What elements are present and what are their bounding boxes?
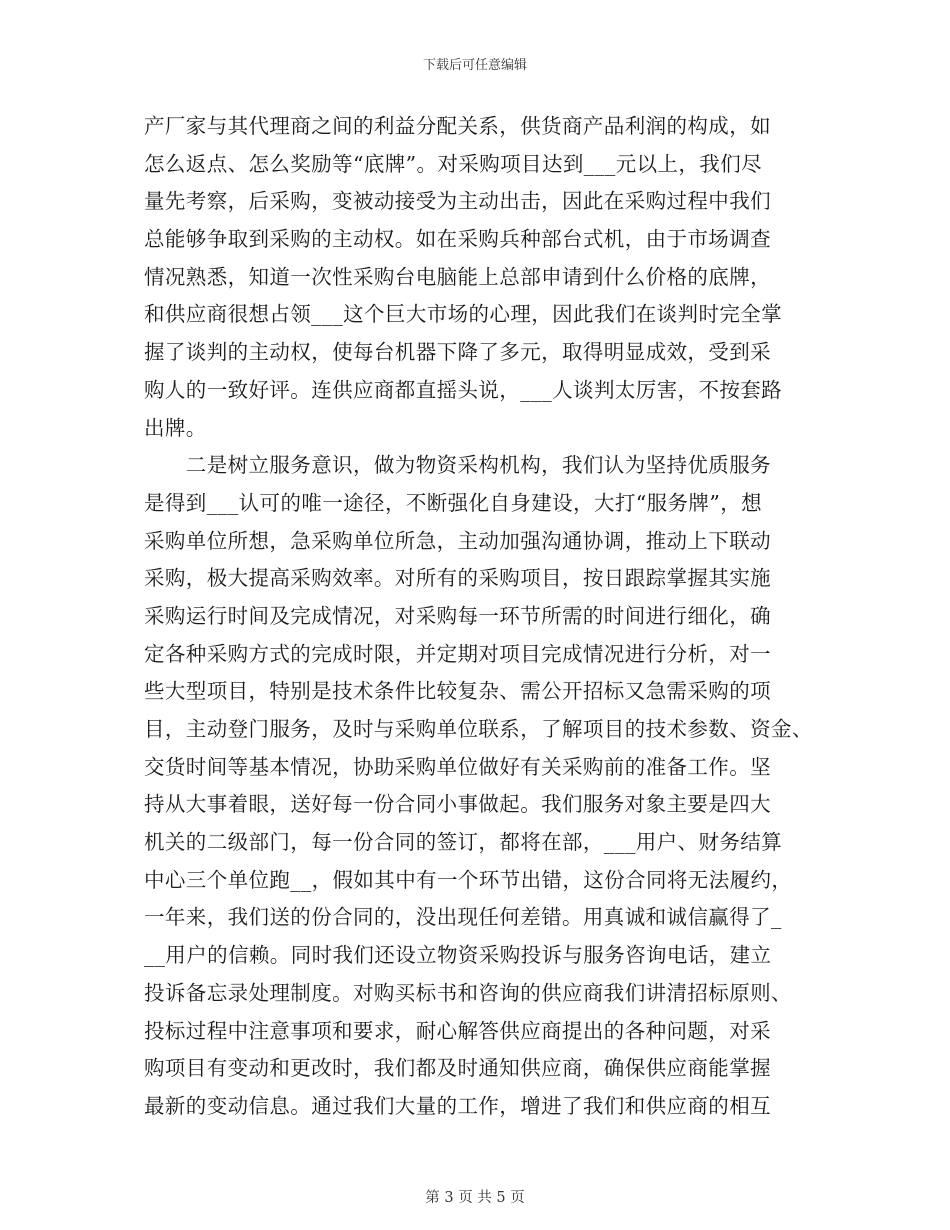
page-header: 下载后可任意编辑 [422,58,527,73]
text-line: 二是树立服务意识，做为物资采构机构，我们认为坚持优质服务 [144,453,771,478]
text-line: 目，主动登门服务，及时与采购单位联系，了解项目的技术参数、资金、 [144,717,813,741]
text-line: 持从大事着眼，送好每一份合同小事做起。我们服务对象主要是四大 [144,792,771,817]
text-line: 机关的二级部门，每一份合同的签订，都将在部，___用户、财务结算 [144,830,783,855]
text-line: 交货时间等基本情况，协助采购单位做好有关采购前的准备工作。坚 [144,754,771,779]
text-line: 出牌。 [144,415,207,440]
text-line: 和供应商很想占领___这个巨大市场的心理，因此我们在谈判时完全掌 [144,302,783,327]
text-line: 中心三个单位跑__，假如其中有一个环节出错，这份合同将无法履约， [144,867,793,892]
text-line: 量先考察，后采购，变被动接受为主动出击，因此在采购过程中我们 [144,189,771,214]
text-line: 是得到___认可的唯一途径，不断强化自身建设，大打“服务牌”，想 [144,490,763,515]
document-body [144,108,813,1126]
text-line: 投诉备忘录处理制度。对购买标书和咨询的供应商我们讲清招标原则、 [144,980,792,1005]
text-line: 握了谈判的主动权，使每台机器下降了多元，取得明显成效，受到采 [144,340,771,365]
text-line: 采购，极大提高采购效率。对所有的采购项目，按日跟踪掌握其实施 [144,566,771,591]
text-line: 些大型项目，特别是技术条件比较复杂、需公开招标又急需采购的项 [144,679,771,704]
text-line: 总能够争取到采购的主动权。如在采购兵种部台式机，由于市场调查 [144,227,771,252]
text-line: __用户的信赖。同时我们还设立物资采购投诉与服务咨询电话，建立 [144,943,772,968]
page-footer: 第 3 页 共 5 页 [425,1190,525,1206]
text-line: 投标过程中注意事项和要求，耐心解答供应商提出的各种问题，对采 [144,1018,771,1043]
text-line: 产厂家与其代理商之间的利益分配关系，供货商产品利润的构成，如 [144,114,771,138]
text-line: 情况熟悉，知道一次性采购台电脑能上总部申请到什么价格的底牌， [144,264,771,289]
text-line: 定各种采购方式的完成时限，并定期对项目完成情况进行分析，对一 [144,641,771,666]
text-line: 一年来，我们送的份合同的，没出现任何差错。用真诚和诚信赢得了_ [144,905,782,930]
text-line: 怎么返点、怎么奖励等“底牌”。对采购项目达到___元以上，我们尽 [144,151,763,176]
text-line: 购人的一致好评。连供应商都直摇头说，___人谈判太厉害，不按套路 [144,377,783,402]
text-line: 购项目有变动和更改时，我们都及时通知供应商，确保供应商能掌握 [144,1056,771,1081]
text-line: 采购运行时间及完成情况，对采购每一环节所需的时间进行细化，确 [144,603,771,628]
text-line: 最新的变动信息。通过我们大量的工作，增进了我们和供应商的相互 [144,1093,771,1118]
text-line: 采购单位所想，急采购单位所急，主动加强沟通协调，推动上下联动 [144,528,771,553]
